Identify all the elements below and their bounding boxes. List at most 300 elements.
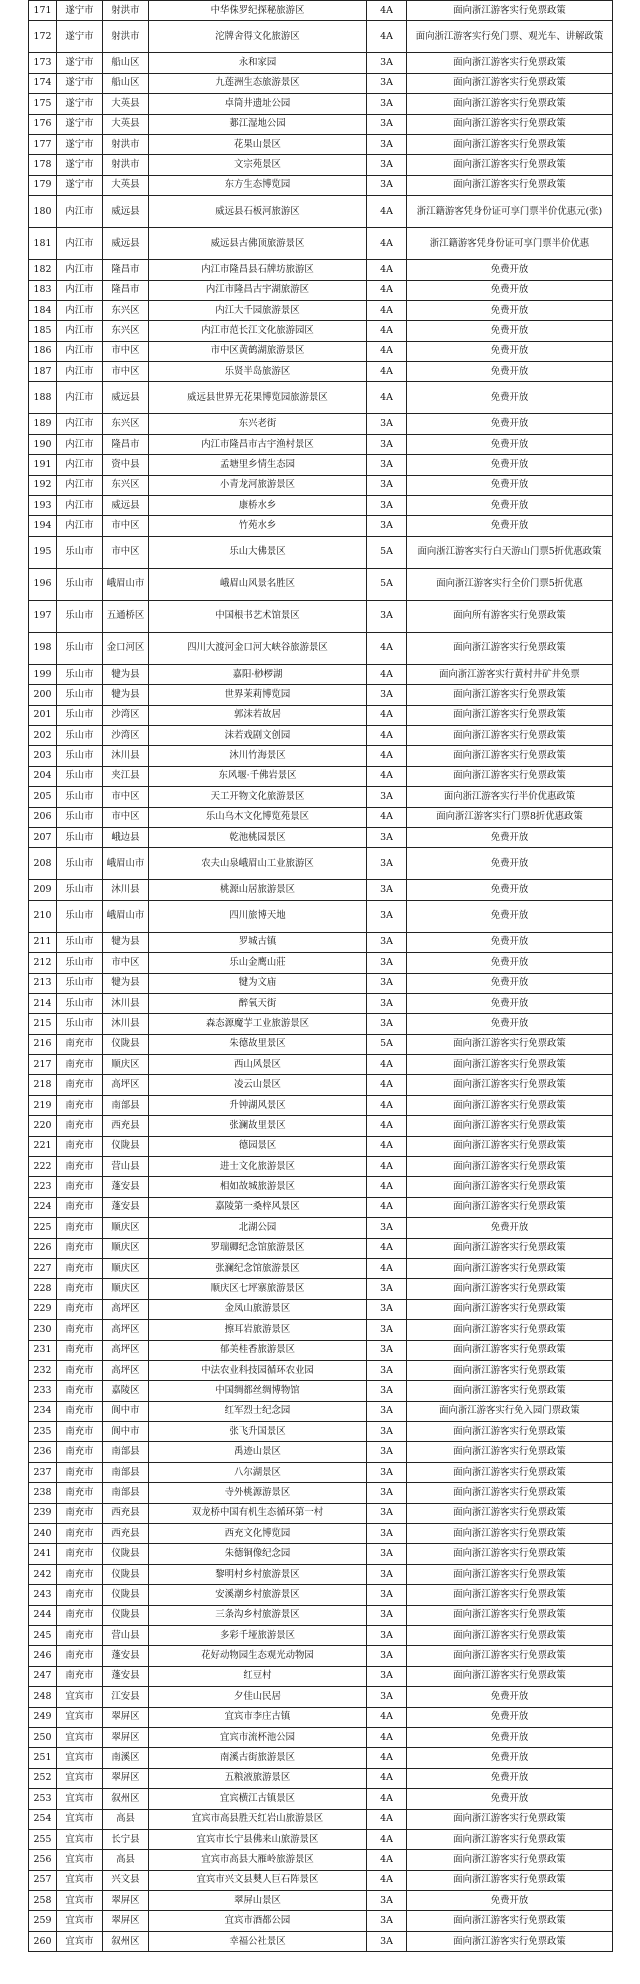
table-row — [29, 880, 613, 900]
policy-cell: 面向浙江游客实行免票政策 — [407, 114, 613, 134]
scenic-name-cell: 小青龙河旅游景区 — [149, 475, 367, 495]
district-cell: 市中区 — [103, 341, 149, 361]
scenic-name-cell: 三条沟乡村旅游景区 — [149, 1605, 367, 1625]
table-row — [29, 1626, 613, 1646]
grade-cell: 4A — [367, 1829, 407, 1849]
table-row — [29, 766, 613, 786]
grade-cell: 3A — [367, 1279, 407, 1299]
district-cell: 射洪市 — [103, 1, 149, 21]
city-cell: 乐山市 — [57, 807, 103, 827]
city-cell: 乐山市 — [57, 766, 103, 786]
city-cell: 南充市 — [57, 1401, 103, 1421]
district-cell: 蓬安县 — [103, 1197, 149, 1217]
scenic-name-cell: 沫若戏剧文创园 — [149, 725, 367, 745]
table-row — [29, 1646, 613, 1666]
city-cell: 宜宾市 — [57, 1727, 103, 1747]
row-number-cell: 171 — [29, 1, 57, 21]
scenic-name-cell: 醉氧天街 — [149, 993, 367, 1013]
scenic-name-cell: 北湖公园 — [149, 1218, 367, 1238]
scenic-name-cell: 东兴老街 — [149, 414, 367, 434]
row-number-cell: 208 — [29, 848, 57, 880]
table-row — [29, 632, 613, 664]
policy-cell: 免费开放 — [407, 300, 613, 320]
district-cell: 夹江县 — [103, 766, 149, 786]
policy-cell: 面向浙江游客实行免票政策 — [407, 1585, 613, 1605]
scenic-name-cell: 农夫山泉峨眉山工业旅游区 — [149, 848, 367, 880]
district-cell: 威远县 — [103, 228, 149, 260]
policy-cell: 面向浙江游客实行免票政策 — [407, 1075, 613, 1095]
policy-cell: 面向浙江游客实行免票政策 — [407, 175, 613, 195]
policy-cell: 面向浙江游客实行免票政策 — [407, 1177, 613, 1197]
policy-cell: 面向浙江游客实行免票政策 — [407, 1340, 613, 1360]
grade-cell: 3A — [367, 1401, 407, 1421]
grade-cell: 3A — [367, 827, 407, 847]
grade-cell: 3A — [367, 455, 407, 475]
district-cell: 隆昌市 — [103, 434, 149, 454]
table-body — [29, 1, 613, 1952]
policy-cell: 免费开放 — [407, 516, 613, 536]
row-number-cell: 189 — [29, 414, 57, 434]
city-cell: 内江市 — [57, 341, 103, 361]
row-number-cell: 232 — [29, 1360, 57, 1380]
table-row — [29, 1197, 613, 1217]
city-cell: 内江市 — [57, 280, 103, 300]
policy-cell: 面向浙江游客实行免票政策 — [407, 1238, 613, 1258]
row-number-cell: 191 — [29, 455, 57, 475]
district-cell: 长宁县 — [103, 1829, 149, 1849]
table-row — [29, 1768, 613, 1788]
district-cell: 沐川县 — [103, 746, 149, 766]
grade-cell: 3A — [367, 1381, 407, 1401]
district-cell: 东兴区 — [103, 300, 149, 320]
scenic-name-cell: 郪江湿地公园 — [149, 114, 367, 134]
grade-cell: 4A — [367, 1095, 407, 1115]
district-cell: 船山区 — [103, 73, 149, 93]
district-cell: 威远县 — [103, 382, 149, 414]
table-row — [29, 434, 613, 454]
scenic-name-cell: 宜宾市李庄古镇 — [149, 1707, 367, 1727]
grade-cell: 4A — [367, 1197, 407, 1217]
scenic-name-cell: 张飞升国景区 — [149, 1422, 367, 1442]
policy-cell: 免费开放 — [407, 1891, 613, 1911]
district-cell: 射洪市 — [103, 21, 149, 53]
city-cell: 南充市 — [57, 1442, 103, 1462]
city-cell: 南充市 — [57, 1340, 103, 1360]
grade-cell: 5A — [367, 1034, 407, 1054]
district-cell: 高县 — [103, 1850, 149, 1870]
policy-cell: 面向浙江游客实行免票政策 — [407, 1055, 613, 1075]
grade-cell: 3A — [367, 1931, 407, 1951]
grade-cell: 3A — [367, 1014, 407, 1034]
district-cell: 沐川县 — [103, 1014, 149, 1034]
table-row — [29, 516, 613, 536]
policy-cell: 面向所有游客实行免票政策 — [407, 600, 613, 632]
city-cell: 南充市 — [57, 1360, 103, 1380]
table-row — [29, 1258, 613, 1278]
grade-cell: 3A — [367, 880, 407, 900]
city-cell: 南充市 — [57, 1075, 103, 1095]
city-cell: 南充市 — [57, 1136, 103, 1156]
scenic-name-cell: 宜宾市高县胜天红岩山旅游景区 — [149, 1809, 367, 1829]
table-row — [29, 1340, 613, 1360]
city-cell: 乐山市 — [57, 787, 103, 807]
district-cell: 沐川县 — [103, 880, 149, 900]
district-cell: 资中县 — [103, 455, 149, 475]
row-number-cell: 253 — [29, 1789, 57, 1809]
grade-cell: 4A — [367, 1727, 407, 1747]
city-cell: 内江市 — [57, 455, 103, 475]
policy-cell: 面向浙江游客实行免票政策 — [407, 746, 613, 766]
city-cell: 南充市 — [57, 1055, 103, 1075]
policy-cell: 面向浙江游客实行免票政策 — [407, 1483, 613, 1503]
grade-cell: 4A — [367, 632, 407, 664]
district-cell: 高坪区 — [103, 1299, 149, 1319]
policy-cell: 免费开放 — [407, 382, 613, 414]
table-row — [29, 1544, 613, 1564]
scenic-name-cell: 内江市隆昌市古宇渔村景区 — [149, 434, 367, 454]
district-cell: 大英县 — [103, 175, 149, 195]
policy-cell: 面向浙江游客实行半价优惠政策 — [407, 787, 613, 807]
row-number-cell: 256 — [29, 1850, 57, 1870]
city-cell: 南充市 — [57, 1218, 103, 1238]
policy-cell: 面向浙江游客实行免票政策 — [407, 1320, 613, 1340]
table-row — [29, 414, 613, 434]
scenic-name-cell: 夕佳山民居 — [149, 1687, 367, 1707]
scenic-name-cell: 罗城古镇 — [149, 932, 367, 952]
city-cell: 遂宁市 — [57, 53, 103, 73]
scenic-name-cell: 升钟湖风景区 — [149, 1095, 367, 1115]
table-row — [29, 53, 613, 73]
row-number-cell: 254 — [29, 1809, 57, 1829]
district-cell: 船山区 — [103, 53, 149, 73]
district-cell: 南部县 — [103, 1483, 149, 1503]
district-cell: 金口河区 — [103, 632, 149, 664]
scenic-name-cell: 沱牌舍得文化旅游区 — [149, 21, 367, 53]
grade-cell: 4A — [367, 228, 407, 260]
table-row — [29, 1585, 613, 1605]
row-number-cell: 240 — [29, 1524, 57, 1544]
table-row — [29, 1381, 613, 1401]
row-number-cell: 216 — [29, 1034, 57, 1054]
grade-cell: 3A — [367, 1585, 407, 1605]
city-cell: 南充市 — [57, 1320, 103, 1340]
grade-cell: 4A — [367, 664, 407, 684]
table-row — [29, 1157, 613, 1177]
policy-cell: 面向浙江游客实行免票政策 — [407, 766, 613, 786]
district-cell: 东兴区 — [103, 414, 149, 434]
city-cell: 内江市 — [57, 260, 103, 280]
scenic-name-cell: 罗瑞卿纪念馆旅游景区 — [149, 1238, 367, 1258]
row-number-cell: 180 — [29, 196, 57, 228]
city-cell: 内江市 — [57, 434, 103, 454]
grade-cell: 4A — [367, 1136, 407, 1156]
table-row — [29, 341, 613, 361]
table-row — [29, 280, 613, 300]
row-number-cell: 206 — [29, 807, 57, 827]
row-number-cell: 245 — [29, 1626, 57, 1646]
row-number-cell: 185 — [29, 321, 57, 341]
scenic-name-cell: 宜宾市兴文县僰人巨石阵景区 — [149, 1870, 367, 1890]
grade-cell: 3A — [367, 973, 407, 993]
grade-cell: 4A — [367, 766, 407, 786]
district-cell: 射洪市 — [103, 155, 149, 175]
policy-cell: 免费开放 — [407, 1707, 613, 1727]
scenic-name-cell: 竹苑水乡 — [149, 516, 367, 536]
city-cell: 内江市 — [57, 496, 103, 516]
row-number-cell: 203 — [29, 746, 57, 766]
table-row — [29, 1707, 613, 1727]
scenic-name-cell: 郭沫若故居 — [149, 705, 367, 725]
city-cell: 乐山市 — [57, 746, 103, 766]
table-row — [29, 1401, 613, 1421]
scenic-name-cell: 威远县石板河旅游区 — [149, 196, 367, 228]
city-cell: 乐山市 — [57, 932, 103, 952]
grade-cell: 3A — [367, 1544, 407, 1564]
grade-cell: 3A — [367, 932, 407, 952]
row-number-cell: 236 — [29, 1442, 57, 1462]
row-number-cell: 176 — [29, 114, 57, 134]
grade-cell: 3A — [367, 475, 407, 495]
grade-cell: 3A — [367, 1422, 407, 1442]
row-number-cell: 218 — [29, 1075, 57, 1095]
district-cell: 隆昌市 — [103, 260, 149, 280]
city-cell: 乐山市 — [57, 1014, 103, 1034]
grade-cell: 3A — [367, 953, 407, 973]
grade-cell: 4A — [367, 1, 407, 21]
row-number-cell: 199 — [29, 664, 57, 684]
table-row — [29, 600, 613, 632]
row-number-cell: 198 — [29, 632, 57, 664]
row-number-cell: 182 — [29, 260, 57, 280]
grade-cell: 3A — [367, 1666, 407, 1686]
row-number-cell: 250 — [29, 1727, 57, 1747]
grade-cell: 5A — [367, 536, 407, 568]
table-row — [29, 1891, 613, 1911]
grade-cell: 4A — [367, 725, 407, 745]
table-row — [29, 382, 613, 414]
row-number-cell: 190 — [29, 434, 57, 454]
policy-cell: 面向浙江游客实行免票政策 — [407, 1544, 613, 1564]
grade-cell: 4A — [367, 1238, 407, 1258]
district-cell: 沙湾区 — [103, 705, 149, 725]
scenic-name-cell: 嘉阳·桫椤湖 — [149, 664, 367, 684]
scenic-name-cell: 双龙桥中国有机生态循环第一村 — [149, 1503, 367, 1523]
scenic-name-cell: 幸福公社景区 — [149, 1931, 367, 1951]
policy-cell: 面向浙江游客实行免门票、观光车、讲解政策 — [407, 21, 613, 53]
grade-cell: 3A — [367, 1320, 407, 1340]
scenic-name-cell: 安溪潮乡村旅游景区 — [149, 1585, 367, 1605]
scenic-name-cell: 郁美桂香旅游景区 — [149, 1340, 367, 1360]
row-number-cell: 226 — [29, 1238, 57, 1258]
table-row — [29, 1218, 613, 1238]
row-number-cell: 260 — [29, 1931, 57, 1951]
row-number-cell: 215 — [29, 1014, 57, 1034]
district-cell: 西充县 — [103, 1503, 149, 1523]
city-cell: 南充市 — [57, 1034, 103, 1054]
scenic-name-cell: 西山风景区 — [149, 1055, 367, 1075]
scenic-name-cell: 犍为文庙 — [149, 973, 367, 993]
district-cell: 威远县 — [103, 496, 149, 516]
city-cell: 宜宾市 — [57, 1789, 103, 1809]
scenic-name-cell: 森态源魔芋工业旅游景区 — [149, 1014, 367, 1034]
scenic-name-cell: 乾池桃园景区 — [149, 827, 367, 847]
grade-cell: 3A — [367, 516, 407, 536]
policy-cell: 免费开放 — [407, 993, 613, 1013]
scenic-name-cell: 乐山乌木文化博览苑景区 — [149, 807, 367, 827]
scenic-name-cell: 花好动物园生态观光动物园 — [149, 1646, 367, 1666]
grade-cell: 3A — [367, 114, 407, 134]
table-row — [29, 1931, 613, 1951]
scenic-name-cell: 西充文化博览园 — [149, 1524, 367, 1544]
table-row — [29, 973, 613, 993]
row-number-cell: 252 — [29, 1768, 57, 1788]
scenic-name-cell: 内江大千园旅游景区 — [149, 300, 367, 320]
table-row — [29, 932, 613, 952]
city-cell: 内江市 — [57, 321, 103, 341]
city-cell: 乐山市 — [57, 664, 103, 684]
city-cell: 乐山市 — [57, 685, 103, 705]
city-cell: 遂宁市 — [57, 94, 103, 114]
policy-cell: 面向浙江游客实行免票政策 — [407, 1605, 613, 1625]
policy-cell: 免费开放 — [407, 434, 613, 454]
policy-cell: 免费开放 — [407, 1748, 613, 1768]
row-number-cell: 179 — [29, 175, 57, 195]
row-number-cell: 229 — [29, 1299, 57, 1319]
row-number-cell: 213 — [29, 973, 57, 993]
city-cell: 乐山市 — [57, 725, 103, 745]
grade-cell: 3A — [367, 600, 407, 632]
district-cell: 阆中市 — [103, 1422, 149, 1442]
scenic-name-cell: 九莲洲生态旅游景区 — [149, 73, 367, 93]
scenic-name-cell: 擦耳岩旅游景区 — [149, 1320, 367, 1340]
city-cell: 乐山市 — [57, 993, 103, 1013]
district-cell: 翠屏区 — [103, 1727, 149, 1747]
row-number-cell: 214 — [29, 993, 57, 1013]
district-cell: 市中区 — [103, 787, 149, 807]
policy-cell: 面向浙江游客实行免票政策 — [407, 1299, 613, 1319]
city-cell: 内江市 — [57, 414, 103, 434]
grade-cell: 4A — [367, 1116, 407, 1136]
table-row — [29, 1462, 613, 1482]
policy-cell: 面向浙江游客实行白天游山门票5折优惠政策 — [407, 536, 613, 568]
district-cell: 嘉陵区 — [103, 1381, 149, 1401]
scenic-name-cell: 峨眉山风景名胜区 — [149, 568, 367, 600]
table-row — [29, 228, 613, 260]
city-cell: 乐山市 — [57, 953, 103, 973]
grade-cell: 3A — [367, 1891, 407, 1911]
policy-cell: 面向浙江游客实行免票政策 — [407, 1626, 613, 1646]
policy-cell: 面向浙江游客实行黄村井矿井免票 — [407, 664, 613, 684]
city-cell: 南充市 — [57, 1422, 103, 1442]
scenic-name-cell: 翠屏山景区 — [149, 1891, 367, 1911]
district-cell: 威远县 — [103, 196, 149, 228]
grade-cell: 4A — [367, 1870, 407, 1890]
scenic-name-cell: 孟塘里乡情生态园 — [149, 455, 367, 475]
row-number-cell: 224 — [29, 1197, 57, 1217]
city-cell: 南充市 — [57, 1279, 103, 1299]
policy-cell: 免费开放 — [407, 362, 613, 382]
policy-cell: 面向浙江游客实行门票8折优惠政策 — [407, 807, 613, 827]
table-row — [29, 1055, 613, 1075]
policy-cell: 面向浙江游客实行全价门票5折优惠 — [407, 568, 613, 600]
scenic-name-cell: 永和家园 — [149, 53, 367, 73]
scenic-name-cell: 进士文化旅游景区 — [149, 1157, 367, 1177]
row-number-cell: 222 — [29, 1157, 57, 1177]
policy-cell: 免费开放 — [407, 953, 613, 973]
grade-cell: 4A — [367, 1809, 407, 1829]
district-cell: 翠屏区 — [103, 1768, 149, 1788]
row-number-cell: 172 — [29, 21, 57, 53]
city-cell: 内江市 — [57, 362, 103, 382]
row-number-cell: 209 — [29, 880, 57, 900]
scenic-name-cell: 禹迹山景区 — [149, 1442, 367, 1462]
row-number-cell: 225 — [29, 1218, 57, 1238]
scenic-name-cell: 乐贤半岛旅游区 — [149, 362, 367, 382]
policy-cell: 免费开放 — [407, 280, 613, 300]
table-row — [29, 21, 613, 53]
city-cell: 南充市 — [57, 1157, 103, 1177]
policy-cell: 面向浙江游客实行免票政策 — [407, 1034, 613, 1054]
table-row — [29, 1442, 613, 1462]
policy-cell: 面向浙江游客实行免票政策 — [407, 1197, 613, 1217]
table-row — [29, 746, 613, 766]
scenic-name-cell: 德园景区 — [149, 1136, 367, 1156]
city-cell: 南充市 — [57, 1462, 103, 1482]
policy-cell: 免费开放 — [407, 496, 613, 516]
policy-cell: 面向浙江游客实行免票政策 — [407, 1422, 613, 1442]
scenic-name-cell: 朱德铜像纪念园 — [149, 1544, 367, 1564]
grade-cell: 4A — [367, 807, 407, 827]
grade-cell: 4A — [367, 1850, 407, 1870]
table-row — [29, 1850, 613, 1870]
grade-cell: 3A — [367, 1340, 407, 1360]
city-cell: 宜宾市 — [57, 1829, 103, 1849]
grade-cell: 4A — [367, 1177, 407, 1197]
policy-cell: 面向浙江游客实行免票政策 — [407, 1911, 613, 1931]
grade-cell: 3A — [367, 94, 407, 114]
district-cell: 仪陇县 — [103, 1605, 149, 1625]
grade-cell: 3A — [367, 496, 407, 516]
city-cell: 乐山市 — [57, 600, 103, 632]
grade-cell: 3A — [367, 1483, 407, 1503]
table-row — [29, 1666, 613, 1686]
table-row — [29, 807, 613, 827]
city-cell: 乐山市 — [57, 568, 103, 600]
district-cell: 犍为县 — [103, 932, 149, 952]
table-row — [29, 1238, 613, 1258]
row-number-cell: 244 — [29, 1605, 57, 1625]
district-cell: 南部县 — [103, 1095, 149, 1115]
scenic-name-cell: 四川大渡河金口河大峡谷旅游景区 — [149, 632, 367, 664]
grade-cell: 4A — [367, 1075, 407, 1095]
scenic-name-cell: 宜宾市酒都公园 — [149, 1911, 367, 1931]
row-number-cell: 210 — [29, 900, 57, 932]
district-cell: 峨眉山市 — [103, 848, 149, 880]
grade-cell: 4A — [367, 1157, 407, 1177]
scenic-name-cell: 中国绸都丝绸博物馆 — [149, 1381, 367, 1401]
scenic-name-cell: 张澜纪念馆旅游景区 — [149, 1258, 367, 1278]
table-row — [29, 1564, 613, 1584]
grade-cell: 3A — [367, 900, 407, 932]
grade-cell: 3A — [367, 1605, 407, 1625]
scenic-name-cell: 世界茉莉博览园 — [149, 685, 367, 705]
policy-cell: 免费开放 — [407, 341, 613, 361]
row-number-cell: 251 — [29, 1748, 57, 1768]
scenic-name-cell: 文宗苑景区 — [149, 155, 367, 175]
grade-cell: 4A — [367, 1768, 407, 1788]
row-number-cell: 192 — [29, 475, 57, 495]
district-cell: 翠屏区 — [103, 1891, 149, 1911]
